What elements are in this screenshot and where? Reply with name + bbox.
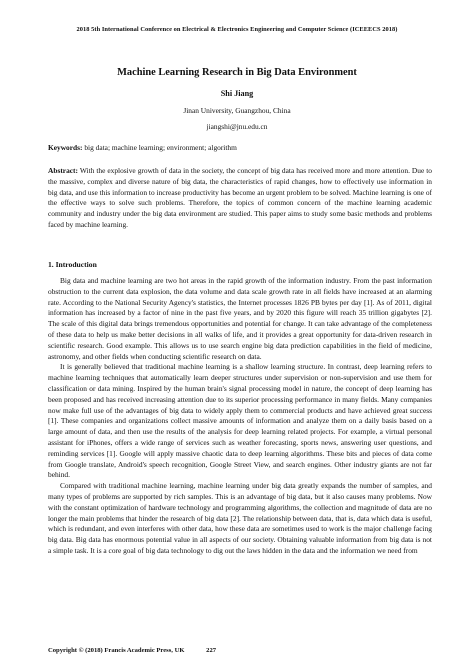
author-name: Shi Jiang (220, 89, 254, 98)
body-paragraph: Big data and machine learning are two hot areas in the rapid growth of the information industry. From the past information obstruction to the current data explosion, the data volume and data scale growth rate in all fields have increased at an alarming rate. According to the National Security Agency's statistics, the Internet processes 1826 PB bytes per day [1]. As of 2011, digital information has increased by a factor of nine in the past five years, and by 2020 this figure will reach 35 trillion gigabytes [2]. The scale of this digital data brings tremendous opportunities and potential for change. It can take advantage of the completeness of these data to help us make better decisions in all walks of life, and it provides a great opportunity for data-driven research in scientific research. Good example. This allows us to use search engine big data prediction capabilities in the field of medicine, astronomy, and other fields when conducting scientific research on data. (48, 276, 432, 361)
abstract (48, 166, 432, 231)
section-heading-introduction: 1. Introduction (48, 260, 97, 269)
body-paragraph: Compared with traditional machine learning, machine learning under big data greatly expands the number of samples, and many types of problems are supported by rich samples. This is an advantage of big data, but it also causes many problems. Now with the constant optimization of hardware technology and programming algorithms, the collection and magnitude of data are no longer the main problems that hinder the research of big data [2]. The relationship between data, that is, data which data is useful, which is redundant, and even interferes with other data, how these data are sometimes used to work is the major challenge facing big data. Big data has enormous potential value in all aspects of our society. Obtaining valuable information from big data is not a simple task. It is a core goal of big data technology to dig out the laws hidden in the data and the information we need from (48, 481, 432, 555)
section-body (48, 276, 432, 557)
keywords (48, 143, 432, 152)
copyright-text: Copyright © (2018) Francis Academic Press, UK (48, 647, 185, 654)
paper-title: Machine Learning Research in Big Data Environment (117, 67, 357, 78)
page-number: 227 (206, 647, 217, 654)
keywords-text: big data; machine learning; environment; algorithm (84, 143, 237, 152)
keywords-label: Keywords: (48, 143, 83, 152)
abstract-label: Abstract: (48, 166, 78, 175)
conference-header: 2018 5th International Conference on Electrical & Electronics Engineering and Computer Science (ICEEECS 2018) (76, 26, 398, 33)
page-footer (48, 647, 216, 654)
abstract-text: With the explosive growth of data in the society, the concept of big data has received more and more attention. Due to the massive, complex and diverse nature of big data, the characteristics of rapid changes, how to effectively use information in big data, and use this information to increase productivity has become an urgent problem to be solved. Machine learning is one of the effective ways to solve such problems. Therefore, the topics of common concern of the machine learning academic community and industry under the big data environment are studied. This paper aims to study some basic methods and problems faced by machine learning. (48, 166, 433, 229)
body-paragraph: It is generally believed that traditional machine learning is a shallow learning structure. In contrast, deep learning refers to machine learning techniques that automatically learn deeper structures under supervision or non-supervision and use them for classification or data mining. Inspired by the human brain's signal processing model in nature, the concept of deep learning has been proposed and has received increasing attention due to its superior processing performance in many fields. Many companies now make full use of the advantages of big data to widely apply them to commercial products and have achieved great success [1]. These companies and organizations collect massive amounts of information and analyze them on a daily basis based on a large amount of data, and then use the results of the analysis for deep learning related projects. For example, a virtual personal assistant for iPhones, offers a wide range of services such as weather forecasting, sports news, answering user questions, and reminding services [1]. Google will apply massive chaotic data to deep learning algorithms. These bits and pieces of data come from Google translate, Android's speech recognition, Google Street View, and search engines. Other industry giants are not far behind. (48, 362, 432, 480)
author-email: jiangshi@jnu.edu.cn (206, 122, 268, 131)
author-affiliation: Jinan University, Guangzhou, China (183, 106, 291, 115)
